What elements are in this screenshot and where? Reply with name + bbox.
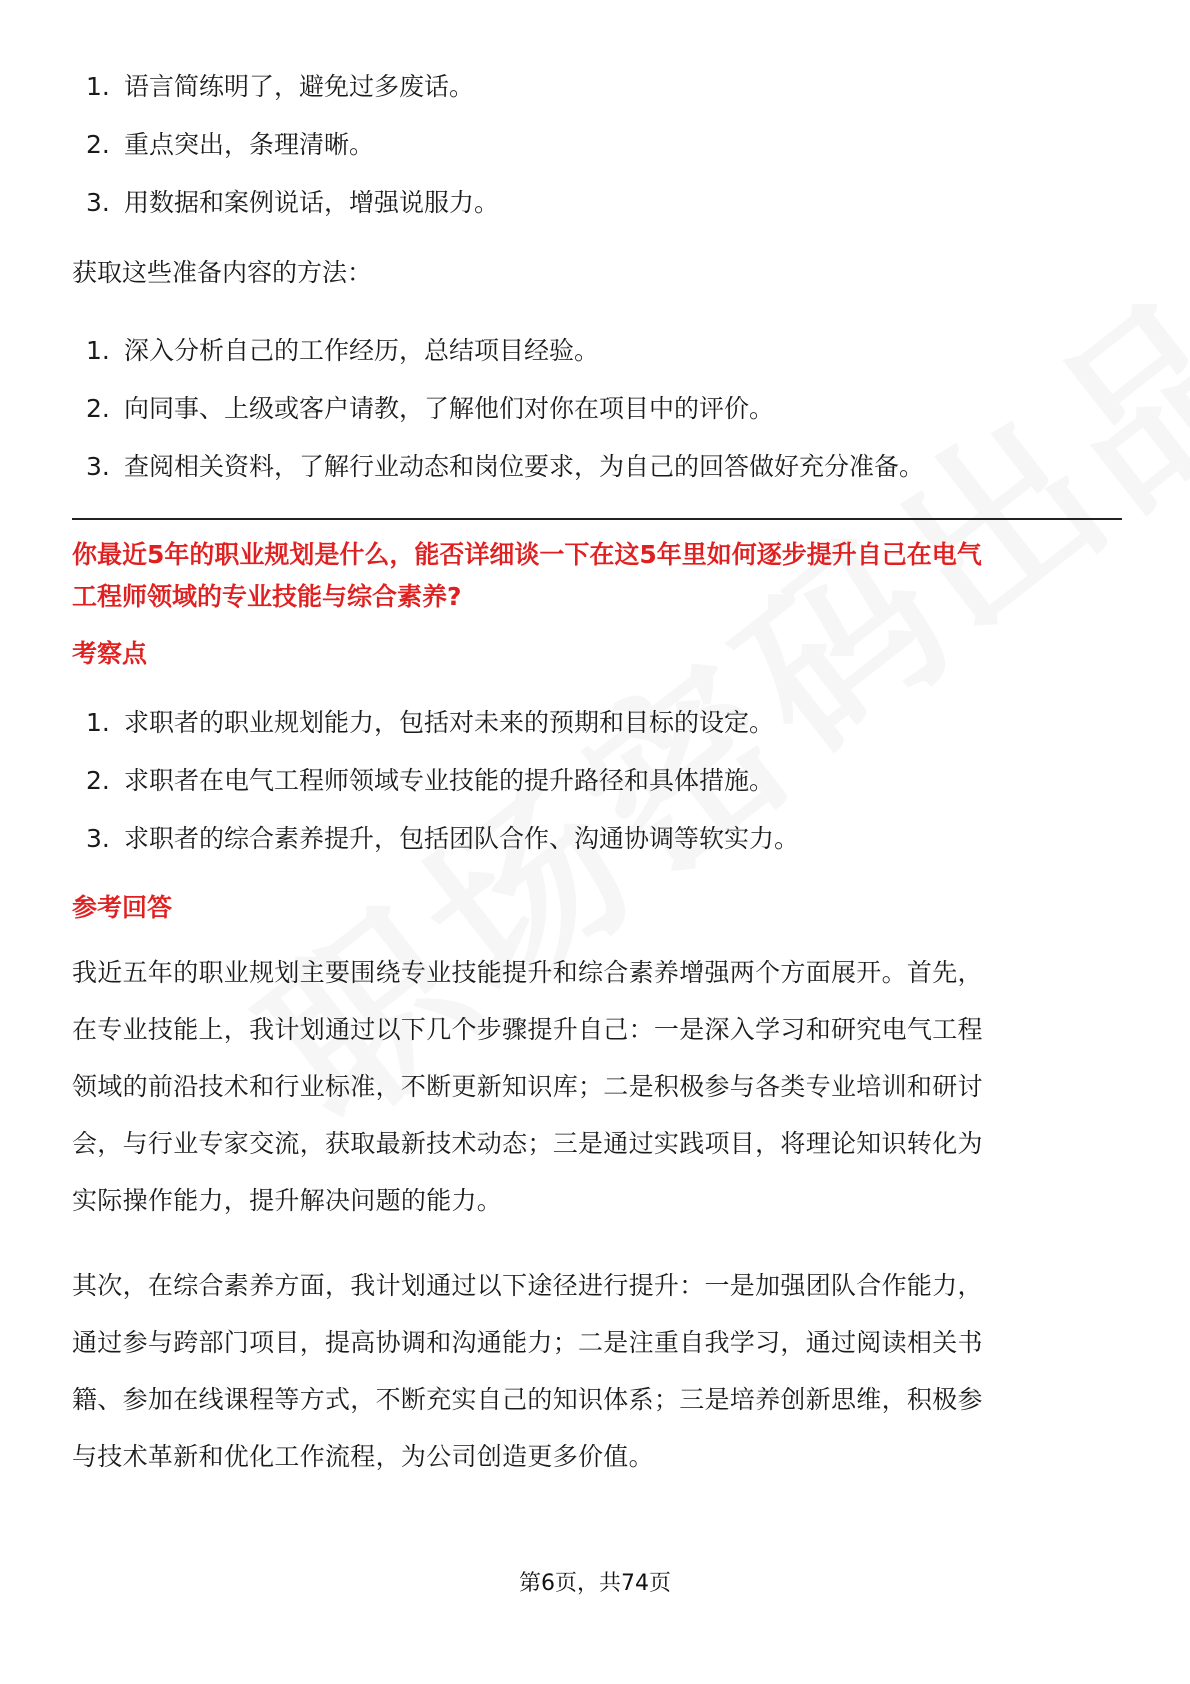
tips-list xyxy=(72,58,1122,232)
page-footer: 第6页，共74页 xyxy=(519,1571,671,1596)
list-item: 2. 重点突出，条理清晰。 xyxy=(86,130,375,159)
list-item: 3. 查阅相关资料，了解行业动态和岗位要求，为自己的回答做好充分准备。 xyxy=(86,452,925,481)
methods-intro: 获取这些准备内容的方法： xyxy=(72,258,373,287)
methods-list xyxy=(72,322,1122,496)
list-item: 3. 求职者的综合素养提升，包括团队合作、沟通协调等软实力。 xyxy=(86,824,800,853)
list-item: 3. 用数据和案例说话，增强说服力。 xyxy=(86,188,500,217)
list-item: 1. 求职者的职业规划能力，包括对未来的预期和目标的设定。 xyxy=(86,708,775,737)
list-item: 1. 语言简练明了，避免过多废话。 xyxy=(86,72,475,101)
list-item: 2. 向同事、上级或客户请教，了解他们对你在项目中的评价。 xyxy=(86,394,775,423)
list-item: 2. 求职者在电气工程师领域专业技能的提升路径和具体措施。 xyxy=(86,766,775,795)
kaochadian-heading: 考察点 xyxy=(72,639,148,668)
section-divider xyxy=(72,518,1122,520)
answer-paragraph-1: 我近五年的职业规划主要围绕专业技能提升和综合素养增强两个方面展开。首先， 在专业技能上，我计划通过以下几个步骤提升自己：一是深入学习和研究电气工程 领域的前沿技术和行业标准，不断更新知识库；二是积极参与各类专业培训和研讨 会，与行业专家交流，获取最新技术动态；三是通过实践项目，将理论知识转化为 实际操作能力，提升解决问题的能力。 xyxy=(72,958,983,1215)
answer-heading: 参考回答 xyxy=(72,893,173,922)
page-content xyxy=(72,58,1122,1485)
kaochadian-list xyxy=(72,694,1122,868)
question-title: 你最近5年的职业规划是什么，能否详细谈一下在这5年里如何逐步提升自己在电气 工程师领域的专业技能与综合素养? xyxy=(72,540,982,611)
answer-paragraph-2: 其次，在综合素养方面，我计划通过以下途径进行提升：一是加强团队合作能力， 通过参与跨部门项目，提高协调和沟通能力；二是注重自我学习，通过阅读相关书 籍、参加在线课程等方式，不断充实自己的知识体系；三是培养创新思维，积极参 与技术革新和优化工作流程，为公司创造更多价值。 xyxy=(72,1271,983,1471)
list-item: 1. 深入分析自己的工作经历，总结项目经验。 xyxy=(86,336,600,365)
paragraph-gap xyxy=(72,1229,1122,1257)
